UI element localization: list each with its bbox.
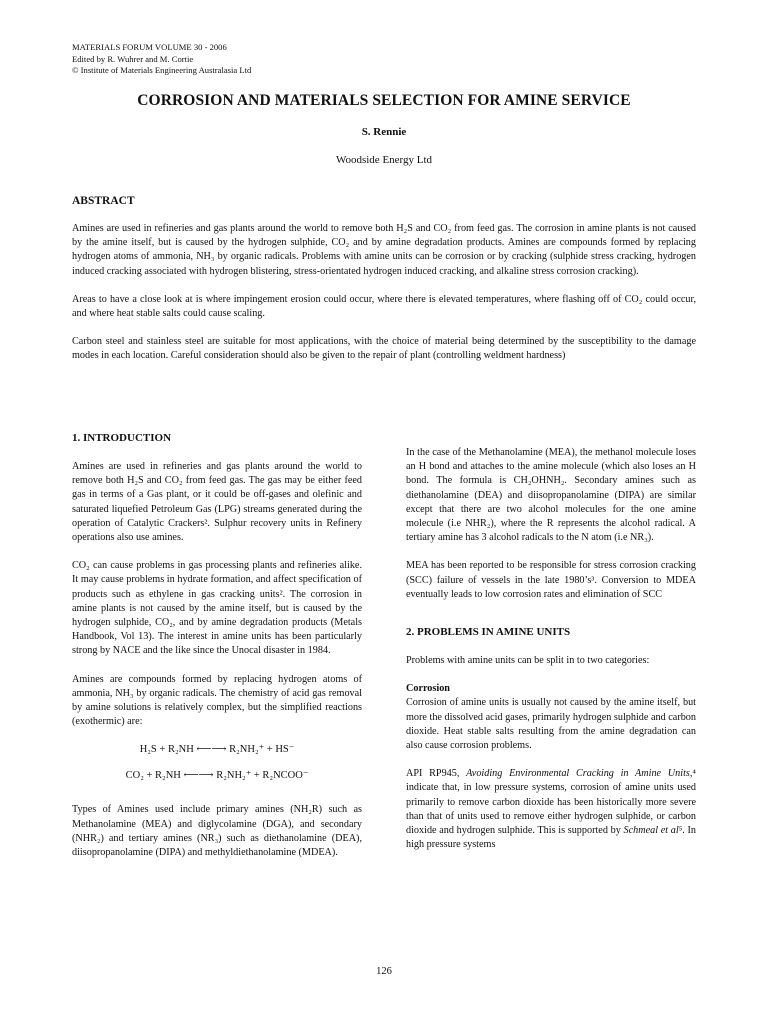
corrosion-text: Corrosion of amine units is usually not caused by the amine itself, but more the dissolved acid gases, primarily hydrogen sulphide and carbon dioxide. Heat stable salts resulting from the amine degradation can also cause corrosion problems. [406,697,696,752]
section-heading-introduction: 1. INTRODUCTION [72,432,172,444]
body-paragraph [406,767,696,852]
section-heading-problems: 2. PROBLEMS IN AMINE UNITS [406,626,571,639]
paper-title: CORROSION AND MATERIALS SELECTION FOR AMINE SERVICE [137,92,631,109]
right-column [406,446,696,866]
equation-co2: CO₂ + R₂NH ⟵⟶ R₂NH₂⁺ + R₂NCOO⁻ [125,770,309,782]
body-paragraph: In the case of the Methanolamine (MEA), the methanol molecule loses an H bond and attaches to the amine molecule (which also loses an H bond. The formula is CH₂OHNH₂. Secondary amines such as diethanolamine (DEA) and diisopropanolamine (DIPA) are similar except that there are two alcohol molecules for the one amine molecule (i.e NHR₂), where the R represents the alcohol radical. A tertiary amine has 3 alcohol radicals to the N atom (i.e NR₃). [406,447,696,544]
api-tail-text: ⁵. In high pressure systems [406,825,697,851]
journal-volume: MATERIALS FORUM VOLUME 30 - 2006 [72,42,227,52]
page-number: 126 [376,966,392,977]
paper-author: S. Rennie [361,126,407,138]
equation-h2s: H₂S + R₂NH ⟵⟶ R₂NH₂⁺ + HS⁻ [139,744,295,756]
body-paragraph: Types of Amines used include primary amines (NH₂R) such as Methanolamine (MEA) and diglycolamine (DGA), and secondary (NHR₂) and tertiary amines (NR₃) such as diethanolamine (DEA), diisopropanolamine (DIPA) and methyldiethanolamine (MDEA). [72,804,362,859]
api-title-italic: Avoiding Environmental Cracking in Amine Units, [466,768,693,780]
abstract-heading: ABSTRACT [72,195,135,207]
body-paragraph: CO₂ can cause problems in gas processing plants and refineries alike. It may cause problems in hydrate formation, and affect specification of products such as ethylene in gas cracking units². The corrosion in amine plants is not caused by the amine itself, but is caused by the hydrogen sulphide, CO₂, and by amine degradation products (Metals Handbook, Vol 13). The interest in amine units has been particularly strong by NACE and the like since the Unocal disaster in 1984. [72,560,362,657]
body-paragraph: Amines are used in refineries and gas plants around the world to remove both H₂S and CO₂ from feed gas. The gas may be either feed gas in terms of a Gas plant, or it could be off-gases and olefinic and saturated liquefied Petroleum Gas (LPG) streams generated during the operation of Catalytic Crackers². Sulphur recovery units in Refinery operations also use amines. [72,461,362,544]
author-affiliation: Woodside Energy Ltd [335,154,433,166]
subsection-heading-corrosion: Corrosion [406,683,450,695]
abstract-paragraph: Areas to have a close look at is where impingement erosion could occur, where there is elevated temperatures, where flashing off of CO₂ could occur, and where heat stable salts could cause scaling. [72,293,696,320]
body-paragraph: MEA has been reported to be responsible for stress corrosion cracking (SCC) failure of vessels in the late 1980’s³. Conversion to MDEA eventually leads to low corrosion rates and elimination of SCC [406,560,696,600]
api-reference-text: API RP945, [406,768,467,780]
journal-header [72,42,251,77]
left-column [72,432,362,874]
api-body-text: ⁴ indicate that, in low pressure systems, corrosion of amine units used primarily to remove carbon dioxide has been historically more severe than that of units used to remove either hydrogen sulphide, or carbon dioxide and hydrogen sulphide. This is supported by [406,768,696,837]
citation-italic: Schmeal et al [623,825,679,837]
body-paragraph: Amines are compounds formed by replacing hydrogen atoms of ammonia, NH₃ by organic radicals. The chemistry of acid gas removal by amine solutions is relatively complex, but the simplified reactions (exothermic) are: [72,673,362,728]
abstract-body [72,222,696,378]
body-paragraph: Problems with amine units can be split in to two categories: [406,655,650,667]
body-paragraph [406,682,696,753]
journal-editors: Edited by R. Wuhrer and M. Cortie [72,53,194,64]
journal-copyright: © Institute of Materials Engineering Australasia Ltd [72,65,252,75]
abstract-paragraph: Carbon steel and stainless steel are suitable for most applications, with the choice of material being determined by the susceptibility to the damage modes in each location. Careful consideration should also be given to the repair of plant (controlling weldment hardness) [72,336,696,362]
abstract-paragraph: Amines are used in refineries and gas plants around the world to remove both H₂S and CO₂ from feed gas. The corrosion in amine plants is not caused by the amine itself, but is caused by the hydrogen sulphide, CO₂ and by amine degradation products. Amines are compounds formed by replacing hydrogen atoms of ammonia, NH₃ by organic radicals. Problems with amine units can be corrosion or by cracking (sulphide stress cracking, hydrogen induced cracking associated with hydrogen blistering, stress-orientated hydrogen induced cracking, and alkaline stress corrosion cracking). [72,223,696,277]
